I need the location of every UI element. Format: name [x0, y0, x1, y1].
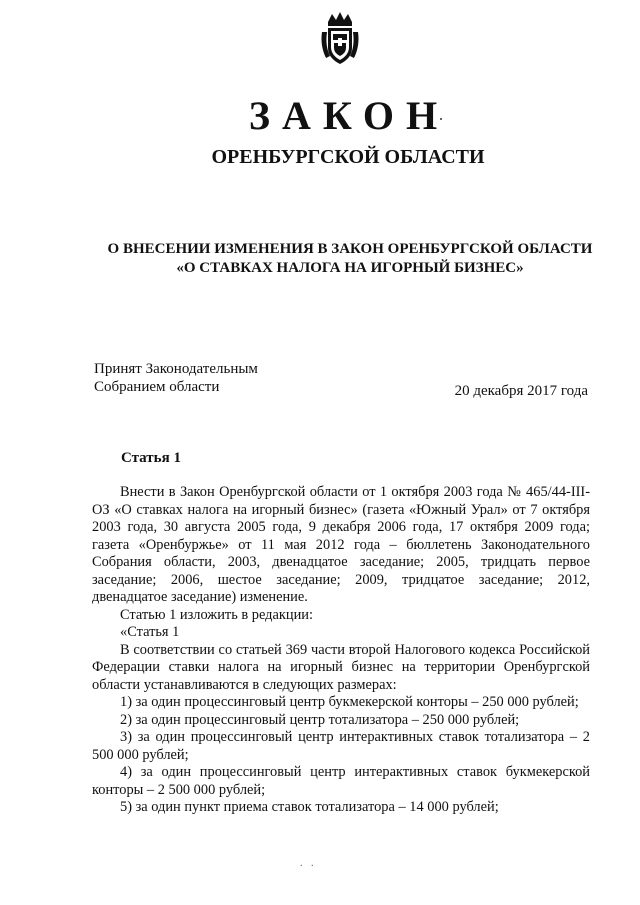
list-item: 5) за один пункт приема ставок тотализатора – 14 000 рублей; — [120, 799, 499, 815]
scan-mark: . . — [300, 858, 317, 869]
adoption-line-1: Принят Законодательным — [94, 361, 258, 377]
region-title: ОРЕНБУРГСКОЙ ОБЛАСТИ — [211, 146, 485, 168]
article-intro-paragraph: Внести в Закон Оренбургской области от 1 октября 2003 года № 465/44-III-ОЗ «О ставках налога на игорный бизнес» (газета «Южный Урал» от 7 октября 2003 года, 30 августа 2005 года, 9 декабря 2006 года, 17 октября 2009 года; газета «Оренбуржье» от 11 мая 2012 года – бюллетень Законодательного Собрания области, 2003, двенадцатое заседание; 2005, тридцать первое заседание; 2006, шестое заседание; 2009, тридцатое заседание; 2012, двенадцатое заседание) изменение. — [92, 484, 590, 605]
list-item: 4) за один процессинговый центр интерактивных ставок букмекерской конторы – 2 500 000 рублей; — [92, 764, 590, 798]
list-item: 3) за один процессинговый центр интерактивных ставок тотализатора – 2 500 000 рублей; — [92, 729, 590, 763]
law-subject — [100, 240, 600, 278]
adoption-statement — [94, 360, 258, 396]
law-title: ЗАКОН — [248, 93, 450, 138]
subject-line-1: О ВНЕСЕНИИ ИЗМЕНЕНИЯ В ЗАКОН ОРЕНБУРГСКОЙ ОБЛАСТИ — [107, 241, 593, 257]
adoption-date: 20 декабря 2017 года — [454, 383, 588, 399]
new-article-heading: «Статья 1 — [120, 624, 180, 640]
instruction-paragraph: Статью 1 изложить в редакции: — [120, 606, 313, 623]
list-item: 1) за один процессинговый центр букмекерской конторы – 250 000 рублей; — [120, 694, 579, 710]
subject-line-2: «О СТАВКАХ НАЛОГА НА ИГОРНЫЙ БИЗНЕС» — [176, 260, 524, 276]
list-item: 2) за один процессинговый центр тотализатора – 250 000 рублей; — [120, 711, 520, 728]
new-article-intro: В соответствии со статьей 369 части второй Налогового кодекса Российской Федерации ставки налога на игорный бизнес на территории Оренбургской области устанавливаются в следующих размерах: — [92, 641, 590, 693]
adoption-line-2: Собранием области — [94, 379, 220, 395]
orenburg-coat-of-arms-icon — [318, 10, 362, 66]
article-heading: Статья 1 — [121, 450, 181, 466]
article-body — [92, 484, 590, 817]
